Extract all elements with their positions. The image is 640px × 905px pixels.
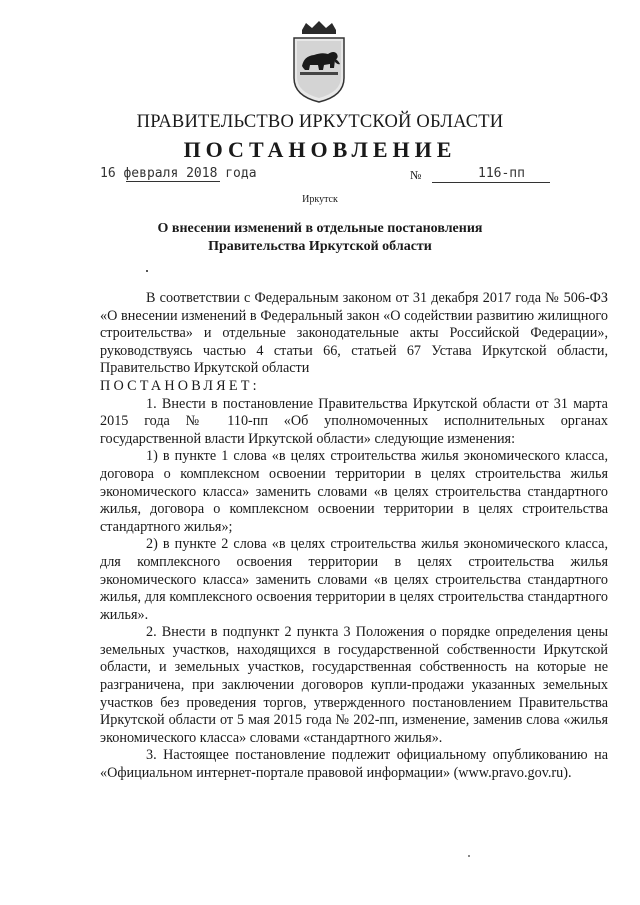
document-type: ПОСТАНОВЛЕНИЕ [183,137,457,162]
date-text: 16 февраля 2018 года [100,166,257,181]
resolves-heading: ПОСТАНОВЛЯЕТ: [100,377,260,394]
item-2-paragraph: 2. Внести в подпункт 2 пункта 3 Положения о порядке определения цены земельных участков, находящихся в государственной собственности Иркутской области, и земельных участков, государственная собственность на которые не разграничена, при заключении договоров купли-продажи указанных земельных участков без проведения торгов, утвержденного постановлением Правительства Иркутской области от 5 мая 2015 года № 202-пп, изменение, заменив слова «жилья экономического класса» словами «стандартного жилья». [100,624,608,746]
title-line-1: О внесении изменений в отдельные постановления [157,221,483,236]
item-1-subitem-2-paragraph: 2) в пункте 2 слова «в целях строительства жилья экономического класса, для комплексного освоения территории в целях строительства жилья экономического класса» заменить словами «в целях строительства стандартного жилья, для комплексного освоения территории в целях строительства стандартного жилья». [100,536,608,623]
item-3-paragraph: 3. Настоящее постановление подлежит официальному опубликованию на «Официальном интернет-портале правовой информации» (www.pravo.gov.ru). [100,747,608,782]
number-value: 116-пп [478,166,525,181]
item-1-paragraph: 1. Внести в постановление Правительства Иркутской области от 31 марта 2015 года № 110-пп «Об уполномоченных исполнительных органах государственной власти Иркутской области» следующие изменения: [100,395,608,447]
government-name: ПРАВИТЕЛЬСТВО ИРКУТСКОЙ ОБЛАСТИ [136,112,504,132]
preamble-paragraph: В соответствии с Федеральным законом от 31 декабря 2017 года № 506-ФЗ «О внесении изменений в Федеральный закон «О содействии развитию жилищного строительства» и отдельные законодательные акты Российской Федерации», руководствуясь частью 4 статьи 66, статьей 67 Устава Иркутской области, Правительство Иркутской области [100,290,608,377]
item-1-subitem-1-paragraph: 1) в пункте 1 слова «в целях строительства жилья экономического класса, договора о комплексном освоении территории в целях строительства жилья экономического класса» заменить словами «в целях строительства стандартного жилья, договора о комплексном освоении территории в целях строительства стандартного жилья»; [100,448,608,535]
document-body [100,290,608,783]
document-date [100,166,260,181]
irkutsk-coat-of-arms-icon [288,20,350,104]
scan-speck-bottom [468,855,470,857]
document-title [0,220,640,256]
title-line-2: Правительства Иркутской области [208,239,432,254]
scan-speck [146,270,148,272]
number-sign: № [410,168,422,182]
number-underline [432,182,550,183]
city-name: Иркутск [302,194,338,205]
date-underline [126,181,220,182]
